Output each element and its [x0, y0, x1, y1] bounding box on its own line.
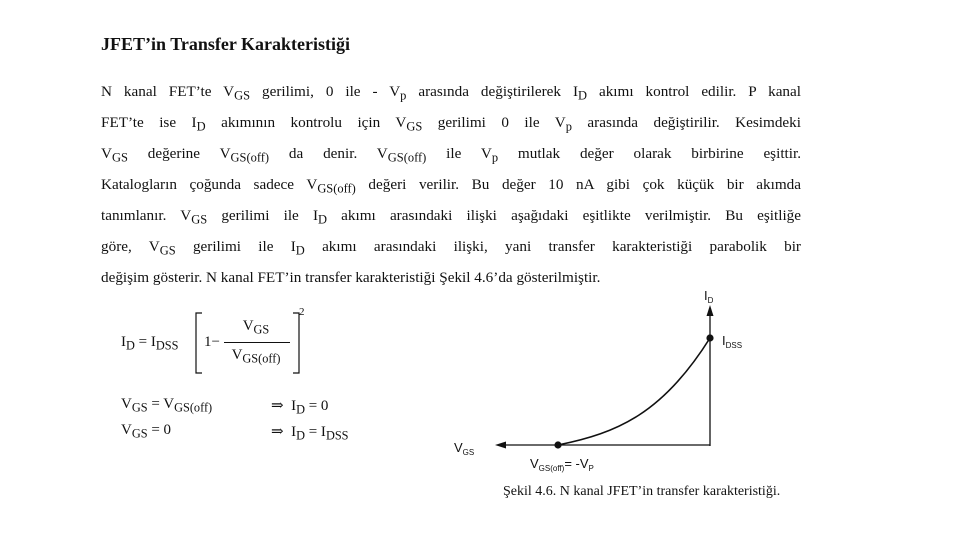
- id-axis-arrowhead: [707, 305, 714, 316]
- paragraph-line: göre, $V_{GS}$ gerilimi ile $I_D$ akımı arasındaki ilişki, yani transfer karakteristiği parabolik bir: [101, 238, 801, 258]
- paragraph-line: N kanal FET’te $V_{GS}$ gerilimi, 0 ile - $V_p$ arasında değiştirilerek $I_D$ akımı kontrol edilir. P kanal: [101, 83, 801, 103]
- vgs-axis-label: $V_{GS}$: [454, 440, 475, 457]
- paragraph-line: FET’te ise $I_D$ akımının kontrolu için $V_{GS}$ gerilimi 0 ile $V_p$ arasında değiştirilir. Kesimdeki: [101, 114, 801, 134]
- paragraph-line: tanımlanır. $V_{GS}$ gerilimi ile $I_D$ akımı arasındaki ilişki aşağıdaki eşitlikte verilmiştir. Bu eşitliğe: [101, 207, 801, 227]
- transfer-curve: [558, 338, 710, 445]
- paragraph-line: $V_{GS}$ değerine $V_{GS(off)}$ da denir. $V_{GS(off)}$ ile $V_p$ mutlak değer olarak birbirine eşittir.: [101, 145, 801, 165]
- paragraph-line: değişim gösterir. N kanal FET’in transfer karakteristiği Şekil 4.6’da gösterilmiştir.: [101, 269, 601, 286]
- bracket-left: [194, 312, 204, 374]
- vgsoff-label: $V_{GS(off)}= -V_P$: [530, 456, 594, 473]
- vgsoff-point: [554, 441, 561, 448]
- vgs-axis-arrowhead: [495, 442, 506, 449]
- idss-point: [706, 334, 713, 341]
- paragraph-line: Katalogların çoğunda sadece $V_{GS(off)}$ değeri verilir. Bu değer 10 nA gibi çok küçük bir akımda: [101, 176, 801, 196]
- exponent: 2: [299, 306, 305, 318]
- implies-icon: ⇒: [271, 398, 284, 414]
- formula-idss: = $I_{DSS}$: [134, 334, 179, 353]
- one-minus: 1−: [204, 334, 220, 350]
- bracket-right: [291, 312, 301, 374]
- body-paragraph: [101, 76, 801, 293]
- idss-label: $I_{DSS}$: [722, 333, 743, 350]
- id-axis-label: $I_D$: [704, 288, 714, 305]
- transfer-characteristic-figure: [448, 283, 778, 478]
- fraction-bar: [224, 342, 290, 343]
- formula-id: $I_D$: [121, 334, 135, 353]
- figure-caption: Şekil 4.6. N kanal JFET’in transfer karakteristiği.: [503, 484, 781, 499]
- fraction-numerator: $V_{GS}$: [242, 318, 270, 337]
- fraction-denominator: $V_{GS(off)}$: [231, 347, 281, 366]
- implies-icon: ⇒: [271, 424, 284, 440]
- page-title: JFET’in Transfer Karakteristiği: [101, 34, 350, 54]
